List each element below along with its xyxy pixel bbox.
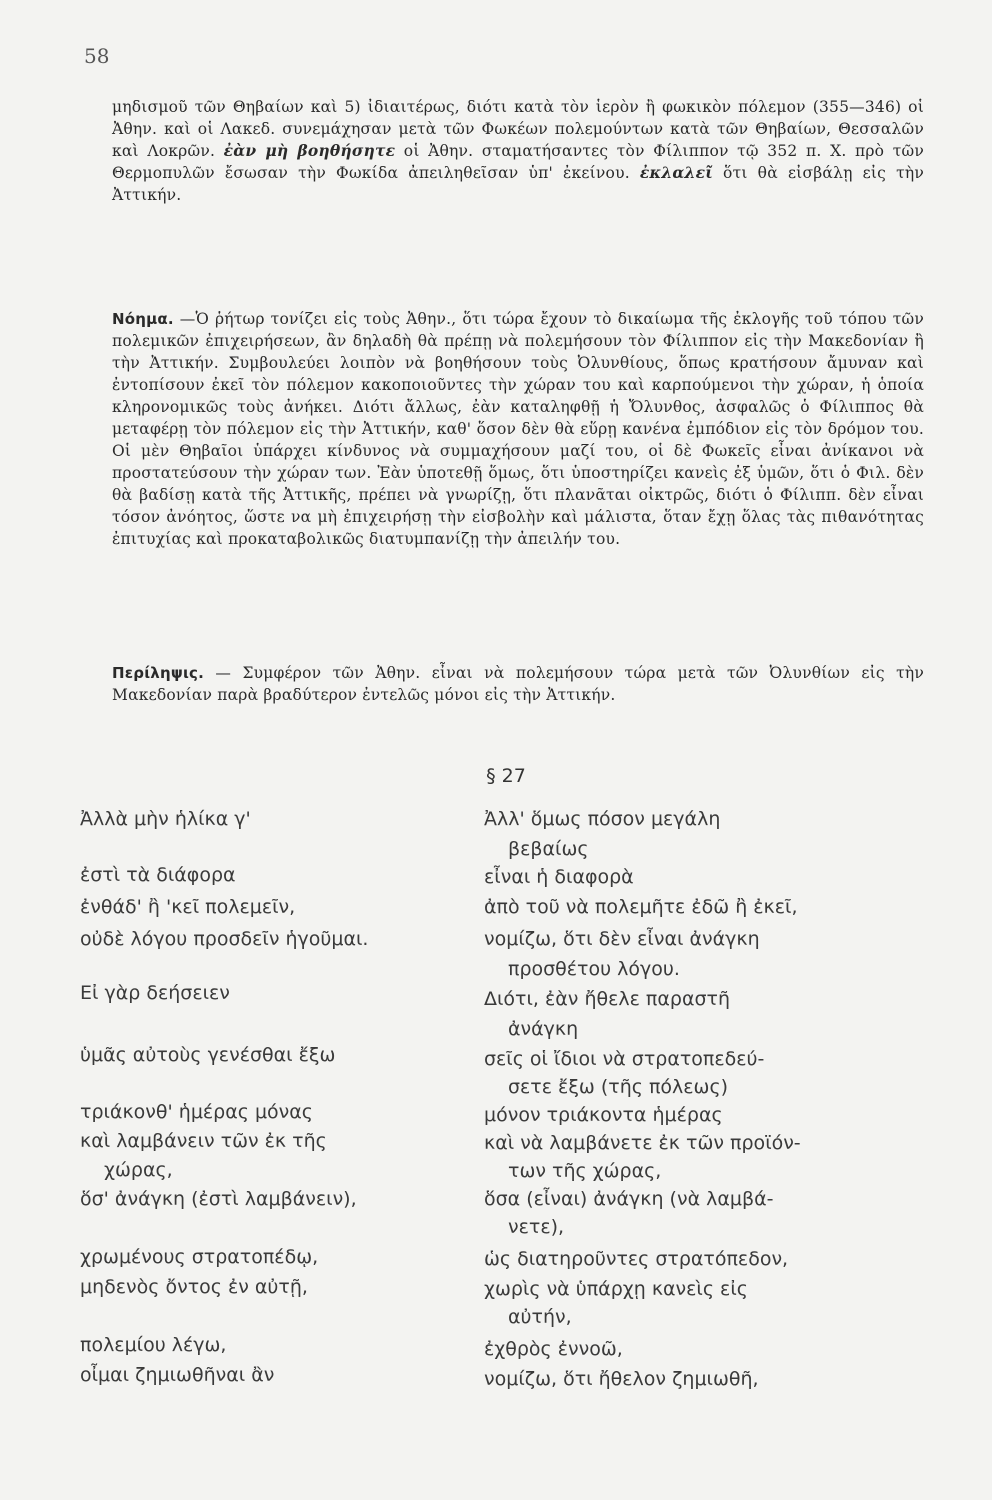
translation-line: ὡς διατηροῦντες στρατόπεδον,	[484, 1248, 789, 1270]
greek-line: καὶ λαμβάνειν τῶν ἐκ τῆς	[80, 1130, 327, 1152]
greek-line: ἐστὶ τὰ διάφορα	[80, 864, 236, 886]
translation-line: νομίζω, ὅτι ἤθελον ζημιωθῆ,	[484, 1368, 759, 1390]
greek-line: τριάκονθ' ἡμέρας μόνας	[80, 1101, 313, 1123]
translation-line: σετε ἔξω (τῆς πόλεως)	[508, 1076, 729, 1098]
perilipsis-label: Περίληψις.	[112, 664, 204, 682]
greek-line: ὑμᾶς αὐτοὺς γενέσθαι ἔξω	[80, 1044, 336, 1066]
noima-text: —Ὁ ῥήτωρ τονίζει εἰς τοὺς Ἀθην., ὅτι τώρα ἔχουν τὸ δικαίωμα τῆς ἐκλογῆς τοῦ τόπου τῶν πολεμικῶν ἐπιχειρήσεων, ἂν δηλαδὴ θὰ πρέπῃ νὰ πολεμήσουν τὸν Φίλιππον εἰς τὴν Μακεδονίαν ἢ τὴν Ἀττικήν. Συμβουλεύει λοιπὸν νὰ βοηθήσουν τοὺς Ὀλυνθίους, ὅπως κρατήσουν ἄμυναν καὶ ἐντοπίσουν ἐκεῖ τὸν πόλεμον κακοποιοῦντες τὴν χώραν του καὶ καρπούμενοι τὴν χώραν, ἡ ὁποία κληρονομικῶς τοὺς ἀνήκει. Διότι ἄλλως, ἐὰν καταληφθῇ ἡ Ὄλυνθος, ἀσφαλῶς ὁ Φίλιππος θὰ μεταφέρῃ τὸν πόλεμον εἰς τὴν Ἀττικήν, καθ' ὅσον δὲν θὰ εὕρῃ κανένα ἐμπόδιον εἰς τὸν δρόμον του. Οἱ μὲν Θηβαῖοι ὑπάρχει κίνδυνος νὰ συμμαχήσουν μαζί του, οἱ δὲ Φωκεῖς εἶναι ἀνίκανοι νὰ προστατεύσουν τὴν χώραν των. Ἐὰν ὑποτεθῇ ὅμως, ὅτι ὑποστηρίζει κανεὶς ἐξ ὑμῶν, ὅτι ὁ Φιλ. δὲν θὰ βαδίσῃ κατὰ τῆς Ἀττικῆς, πρέπει νὰ γνωρίζῃ, ὅτι πλανᾶται οἰκτρῶς, διότι ὁ Φίλιππ. δὲν εἶναι τόσον ἀνόητος, ὥστε να μὴ ἐπιχειρήσῃ τὴν εἰσβολὴν καὶ μάλιστα, ὅταν ἔχῃ ὅλας τὰς πιθανότητας ἐπιτυχίας καὶ προκαταβολικῶς διατυμπανίζῃ τὴν ἀπειλήν του.	[112, 310, 924, 548]
translation-line: σεῖς οἱ ἴδιοι νὰ στρατοπεδεύ-	[484, 1048, 765, 1070]
greek-line: ἐνθάδ' ἢ 'κεῖ πολεμεῖν,	[80, 896, 296, 918]
intro-italic-1: ἐὰν μὴ βοηθήσητε	[223, 141, 396, 160]
greek-line: οὐδὲ λόγου προσδεῖν ἡγοῦμαι.	[80, 928, 369, 950]
translation-line: ἀνάγκη	[508, 1018, 579, 1040]
noima-paragraph	[112, 308, 924, 550]
greek-line: οἶμαι ζημιωθῆναι ἂν	[80, 1364, 275, 1386]
greek-line: μηδενὸς ὄντος ἐν αὐτῇ,	[80, 1276, 308, 1298]
translation-line: αὐτήν,	[508, 1306, 572, 1328]
translation-line: νετε),	[508, 1216, 565, 1238]
intro-italic-2: ἐκλαλεῖ	[639, 163, 713, 182]
translation-line: εἶναι ἡ διαφορὰ	[484, 866, 634, 888]
greek-line: χρωμένους στρατοπέδῳ,	[80, 1246, 319, 1268]
translation-line: χωρὶς νὰ ὑπάρχῃ κανεὶς εἰς	[484, 1278, 748, 1300]
perilipsis-text: — Συμφέρον τῶν Ἀθην. εἶναι νὰ πολεμήσουν τώρα μετὰ τῶν Ὀλυνθίων εἰς τὴν Μακεδονίαν παρὰ βραδύτερον ἐντελῶς μόνοι εἰς τὴν Ἀττικήν.	[112, 664, 924, 704]
intro-text-1: μηδισμοῦ τῶν Θηβαίων καὶ 5) ἰδιαιτέρως, διότι κατὰ τὸν ἱερὸν ἢ φωκικὸν πόλεμον (355—346) οἱ Ἀθην. καὶ οἱ Λακεδ. συνεμάχησαν μετὰ τῶν Φωκέων πολεμούντων κατὰ τῶν Θηβαίων, Θεσσαλῶν καὶ Λοκρῶν.	[112, 98, 924, 160]
perilipsis-paragraph	[112, 662, 924, 706]
greek-line: χώρας,	[104, 1159, 173, 1181]
translation-line: βεβαίως	[508, 838, 589, 860]
translation-line: των τῆς χώρας,	[508, 1160, 662, 1182]
intro-paragraph	[112, 96, 924, 206]
translation-line: ἀπὸ τοῦ νὰ πολεμῆτε ἐδῶ ἢ ἐκεῖ,	[484, 896, 798, 918]
greek-line: Ἀλλὰ μὴν ἡλίκα γ'	[80, 808, 251, 830]
translation-line: καὶ νὰ λαμβάνετε ἐκ τῶν προϊόν-	[484, 1132, 801, 1154]
greek-line: ὅσ' ἀνάγκη (ἐστὶ λαμβάνειν),	[80, 1188, 357, 1210]
greek-line: πολεμίου λέγω,	[80, 1334, 227, 1356]
section-mark: § 27	[486, 765, 526, 787]
translation-line: Ἀλλ' ὅμως πόσον μεγάλη	[484, 808, 721, 830]
translation-line: ὅσα (εἶναι) ἀνάγκη (νὰ λαμβά-	[484, 1188, 774, 1210]
translation-line: νομίζω, ὅτι δὲν εἶναι ἀνάγκη	[484, 928, 760, 950]
translation-line: Διότι, ἐὰν ἤθελε παραστῆ	[484, 988, 731, 1010]
page-number: 58	[84, 44, 110, 68]
intro-text-3: ὅτι θὰ εἰσβάλῃ εἰς τὴν Ἀττικήν.	[112, 164, 924, 204]
noima-label: Νόημα.	[112, 310, 174, 328]
translation-line: μόνον τριάκοντα ἡμέρας	[484, 1104, 723, 1126]
greek-line: Εἰ γὰρ δεήσειεν	[80, 982, 230, 1004]
translation-line: προσθέτου λόγου.	[508, 958, 680, 980]
translation-line: ἐχθρὸς ἐννοῶ,	[484, 1338, 623, 1360]
intro-text-2: οἱ Ἀθην. σταματήσαντες τὸν Φίλιππον τῷ 352 π. Χ. πρὸ τῶν Θερμοπυλῶν ἔσωσαν τὴν Φωκίδα ἀπειληθεῖσαν ὑπ' ἐκείνου.	[112, 142, 924, 182]
